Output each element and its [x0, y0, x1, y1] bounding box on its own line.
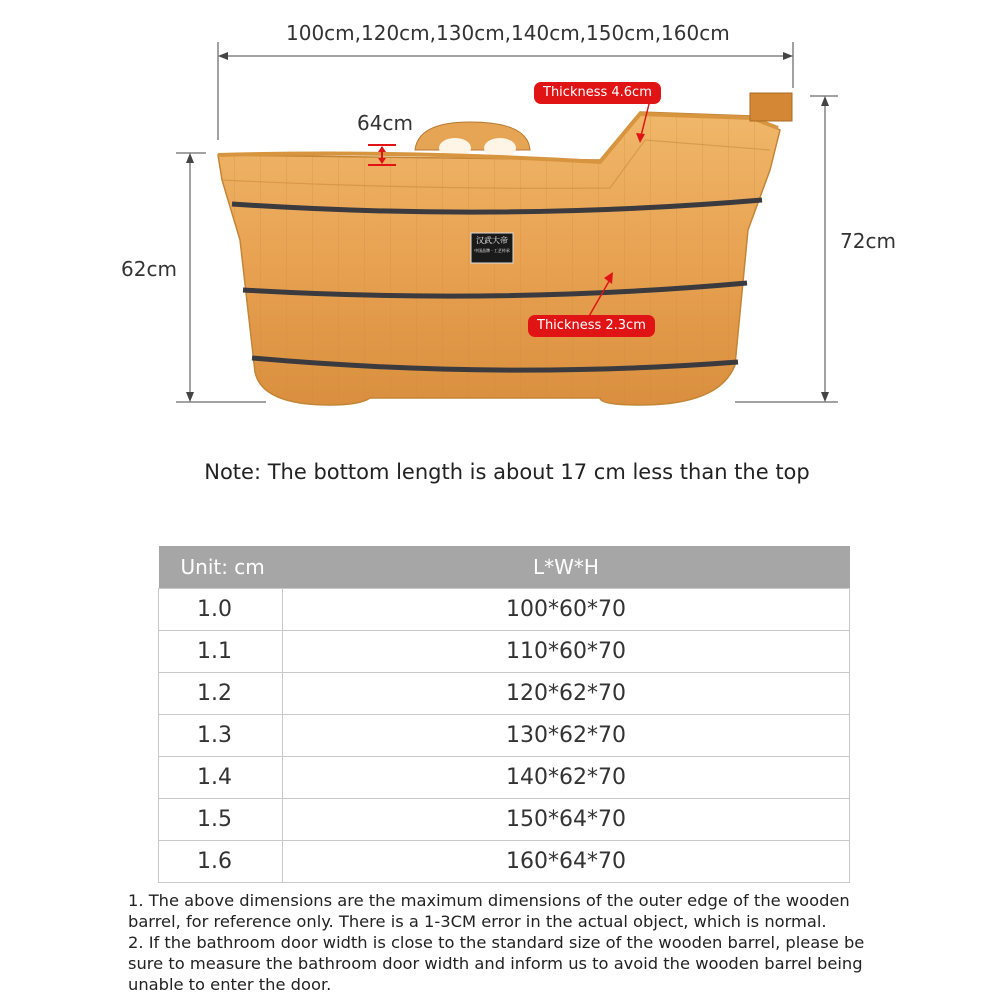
table-row [159, 589, 850, 631]
brand-badge [471, 236, 513, 256]
wooden-bathtub-image [0, 0, 1000, 460]
footnotes [128, 890, 888, 995]
thickness-side-tag: Thickness 2.3cm [528, 315, 655, 337]
left-height-label: 62cm [121, 257, 177, 281]
size-cell: 160*64*70 [283, 841, 850, 883]
table-row [159, 799, 850, 841]
size-cell: 100*60*70 [283, 589, 850, 631]
model-cell: 1.0 [159, 589, 283, 631]
size-cell: 110*60*70 [283, 631, 850, 673]
brand-badge-title: 汉武大帝 [476, 236, 508, 245]
table-row [159, 715, 850, 757]
brand-badge-subtitle: 中国品牌 · 工艺传承 [474, 248, 510, 253]
size-table [158, 546, 850, 883]
size-cell: 120*62*70 [283, 673, 850, 715]
table-row [159, 673, 850, 715]
model-cell: 1.4 [159, 757, 283, 799]
footnote-2: 2. If the bathroom door width is close to the standard size of the wooden barrel, please be sure to measure the bathroom door width and inform us to avoid the wooden barrel being unable to enter the door. [128, 933, 865, 994]
size-cell: 150*64*70 [283, 799, 850, 841]
table-header-row [159, 546, 850, 589]
top-length-label: 100cm,120cm,130cm,140cm,150cm,160cm [286, 21, 730, 45]
model-cell: 1.2 [159, 673, 283, 715]
thickness-top-tag: Thickness 4.6cm [534, 82, 661, 104]
size-header: L*W*H [283, 546, 850, 589]
model-cell: 1.6 [159, 841, 283, 883]
size-cell: 130*62*70 [283, 715, 850, 757]
handle-gap-label: 64cm [357, 111, 413, 135]
model-cell: 1.3 [159, 715, 283, 757]
right-height-label: 72cm [840, 229, 896, 253]
size-cell: 140*62*70 [283, 757, 850, 799]
table-row [159, 631, 850, 673]
model-cell: 1.5 [159, 799, 283, 841]
unit-header: Unit: cm [159, 546, 283, 589]
bottom-length-note: Note: The bottom length is about 17 cm less than the top [204, 460, 810, 484]
table-row [159, 757, 850, 799]
table-row [159, 841, 850, 883]
footnote-1: 1. The above dimensions are the maximum dimensions of the outer edge of the wooden barrel, for reference only. There is a 1-3CM error in the actual object, which is normal. [128, 891, 850, 931]
model-cell: 1.1 [159, 631, 283, 673]
